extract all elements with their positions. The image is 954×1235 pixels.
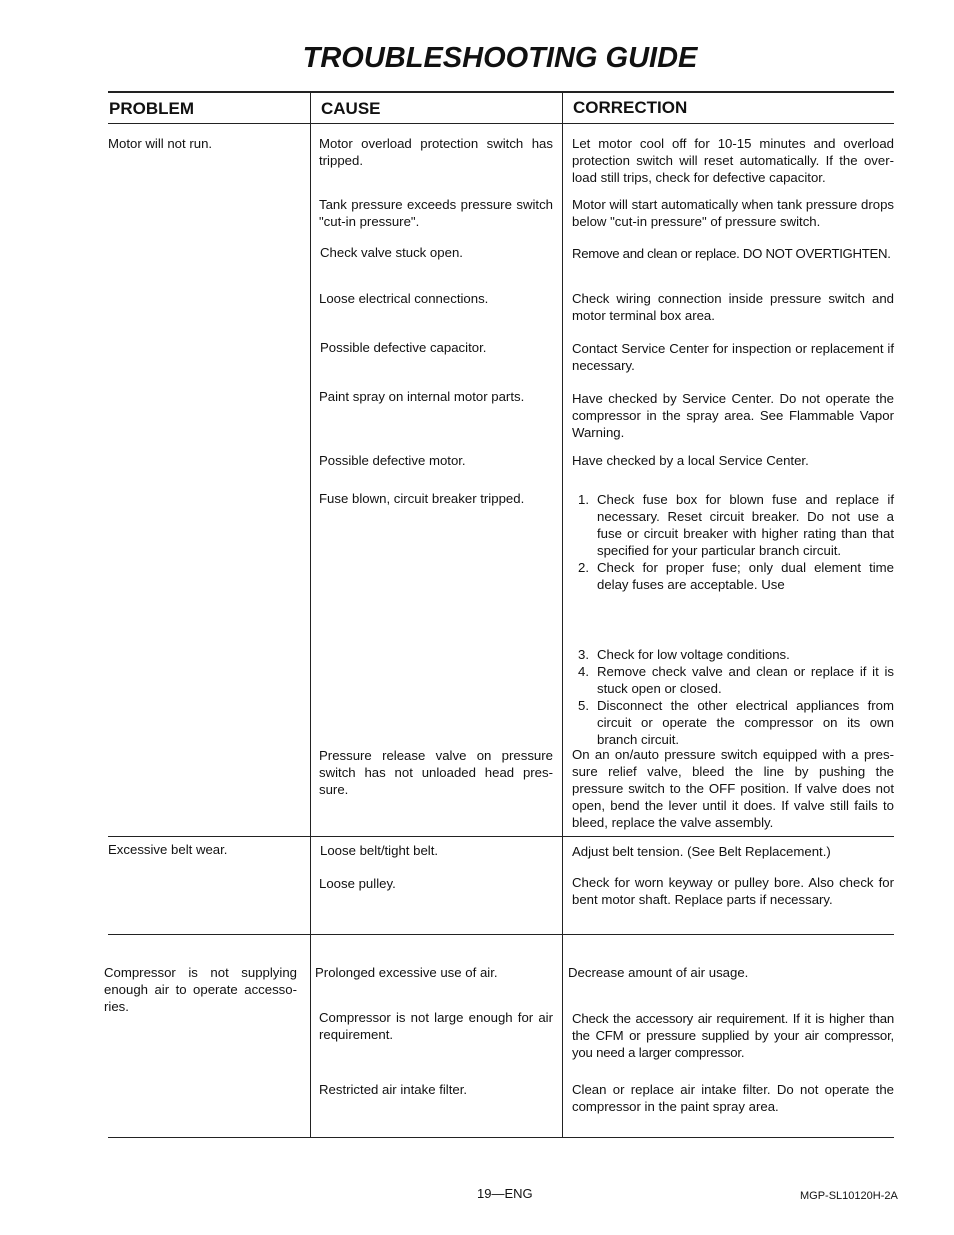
step-number: 5. (578, 698, 589, 713)
step-number: 3. (578, 647, 589, 662)
header-cause: CAUSE (321, 99, 381, 118)
page-number: 19—ENG (477, 1186, 533, 1201)
cause-text: Restricted air intake filter. (319, 1082, 468, 1097)
cause-text: Motor overload protection switch has tripped. (319, 136, 553, 168)
cause-text: Possible defective motor. (319, 453, 466, 468)
cause-text: Compressor is not large enough for air requirement. (319, 1010, 553, 1042)
cause-text: Paint spray on internal motor parts. (319, 389, 525, 404)
page-title: TROUBLESHOOTING GUIDE (302, 42, 698, 74)
fuse-step-2 (578, 559, 894, 595)
step-text: Check for low voltage conditions. (597, 647, 790, 662)
step-text: Disconnect the other electrical appliances from circuit or operate the compressor on its own branch circuit. (597, 698, 894, 747)
table-bottom-rule (108, 1137, 894, 1138)
correction-text: Have checked by Service Center. Do not operate the compressor in the spray area. See Flammable Vapor Warning. (572, 391, 894, 440)
correction-text: Check wiring connection inside pressure switch and motor terminal box area. (572, 291, 894, 323)
cause-text: Fuse blown, circuit breaker tripped. (319, 491, 525, 506)
correction-text: Check for worn keyway or pulley bore. Also check for bent motor shaft. Replace parts if necessary. (572, 875, 894, 907)
step-number: 1. (578, 492, 589, 507)
step-number: 2. (578, 560, 589, 575)
table-top-rule (108, 91, 894, 93)
cause-text: Check valve stuck open. (320, 245, 463, 260)
fuse-step-3 (578, 646, 894, 664)
correction-text: Have checked by a local Service Center. (572, 453, 809, 468)
problem-text: Excessive belt wear. (108, 842, 228, 857)
step-text: Check for proper fuse; only dual element time delay fuses are acceptable. Use (597, 560, 894, 592)
correction-text: Let motor cool off for 10-15 minutes and overload protection switch will reset automatically. If the over-load still trips, check for defective capacitor. (572, 136, 894, 185)
cause-text: Possible defective capacitor. (320, 340, 487, 355)
cause-text: Loose electrical connections. (319, 291, 489, 306)
header-correction: CORRECTION (573, 98, 688, 117)
correction-text: Contact Service Center for inspection or replacement if necessary. (572, 341, 894, 373)
correction-text: Remove and clean or replace. DO NOT OVERTIGHTEN. (572, 246, 891, 261)
column-divider-1 (310, 92, 311, 1138)
fuse-step-4 (578, 663, 894, 699)
step-number: 4. (578, 664, 589, 679)
step-text: Remove check valve and clean or replace if it is stuck open or closed. (597, 664, 894, 696)
problem-text: Compressor is not supplying enough air to operate accesso-ries. (104, 965, 297, 1014)
cause-text: Prolonged excessive use of air. (315, 965, 498, 980)
problem-text: Motor will not run. (108, 136, 213, 151)
document-code: MGP-SL10120H-2A (800, 1190, 898, 1202)
fuse-step-5 (578, 697, 894, 749)
header-problem: PROBLEM (109, 99, 194, 118)
correction-text: Decrease amount of air usage. (568, 965, 749, 980)
step-text: Check fuse box for blown fuse and replace if necessary. Reset circuit breaker. Do not use a fuse or circuit breaker with higher rating than that specified for your particular branch circuit. (597, 492, 894, 558)
correction-text: Clean or replace air intake filter. Do not operate the compressor in the paint spray area. (572, 1082, 894, 1114)
correction-text: Motor will start automatically when tank pressure drops below "cut-in pressure" of pressure switch. (572, 197, 894, 229)
section-2-bottom-rule (108, 934, 894, 935)
cause-text: Pressure release valve on pressure switch has not unloaded head pres-sure. (319, 748, 553, 797)
header-bottom-rule (108, 123, 894, 124)
column-divider-2 (562, 92, 563, 1138)
correction-text: Adjust belt tension. (See Belt Replacement.) (572, 844, 831, 859)
cause-text: Tank pressure exceeds pressure switch "cut-in pressure". (319, 197, 553, 229)
fuse-step-1 (578, 491, 894, 561)
correction-text: Check the accessory air requirement. If it is higher than the CFM or pressure supplied by your air compressor, you need a larger compressor. (572, 1011, 894, 1060)
cause-text: Loose pulley. (319, 876, 396, 891)
correction-text: On an on/auto pressure switch equipped with a pres-sure relief valve, bleed the line by pushing the pressure switch to the OFF position. If valve does not open, bend the lever until it does. If valve still fails to bleed, replace the valve assembly. (572, 747, 894, 830)
cause-text: Loose belt/tight belt. (320, 843, 439, 858)
section-1-bottom-rule (108, 836, 894, 837)
